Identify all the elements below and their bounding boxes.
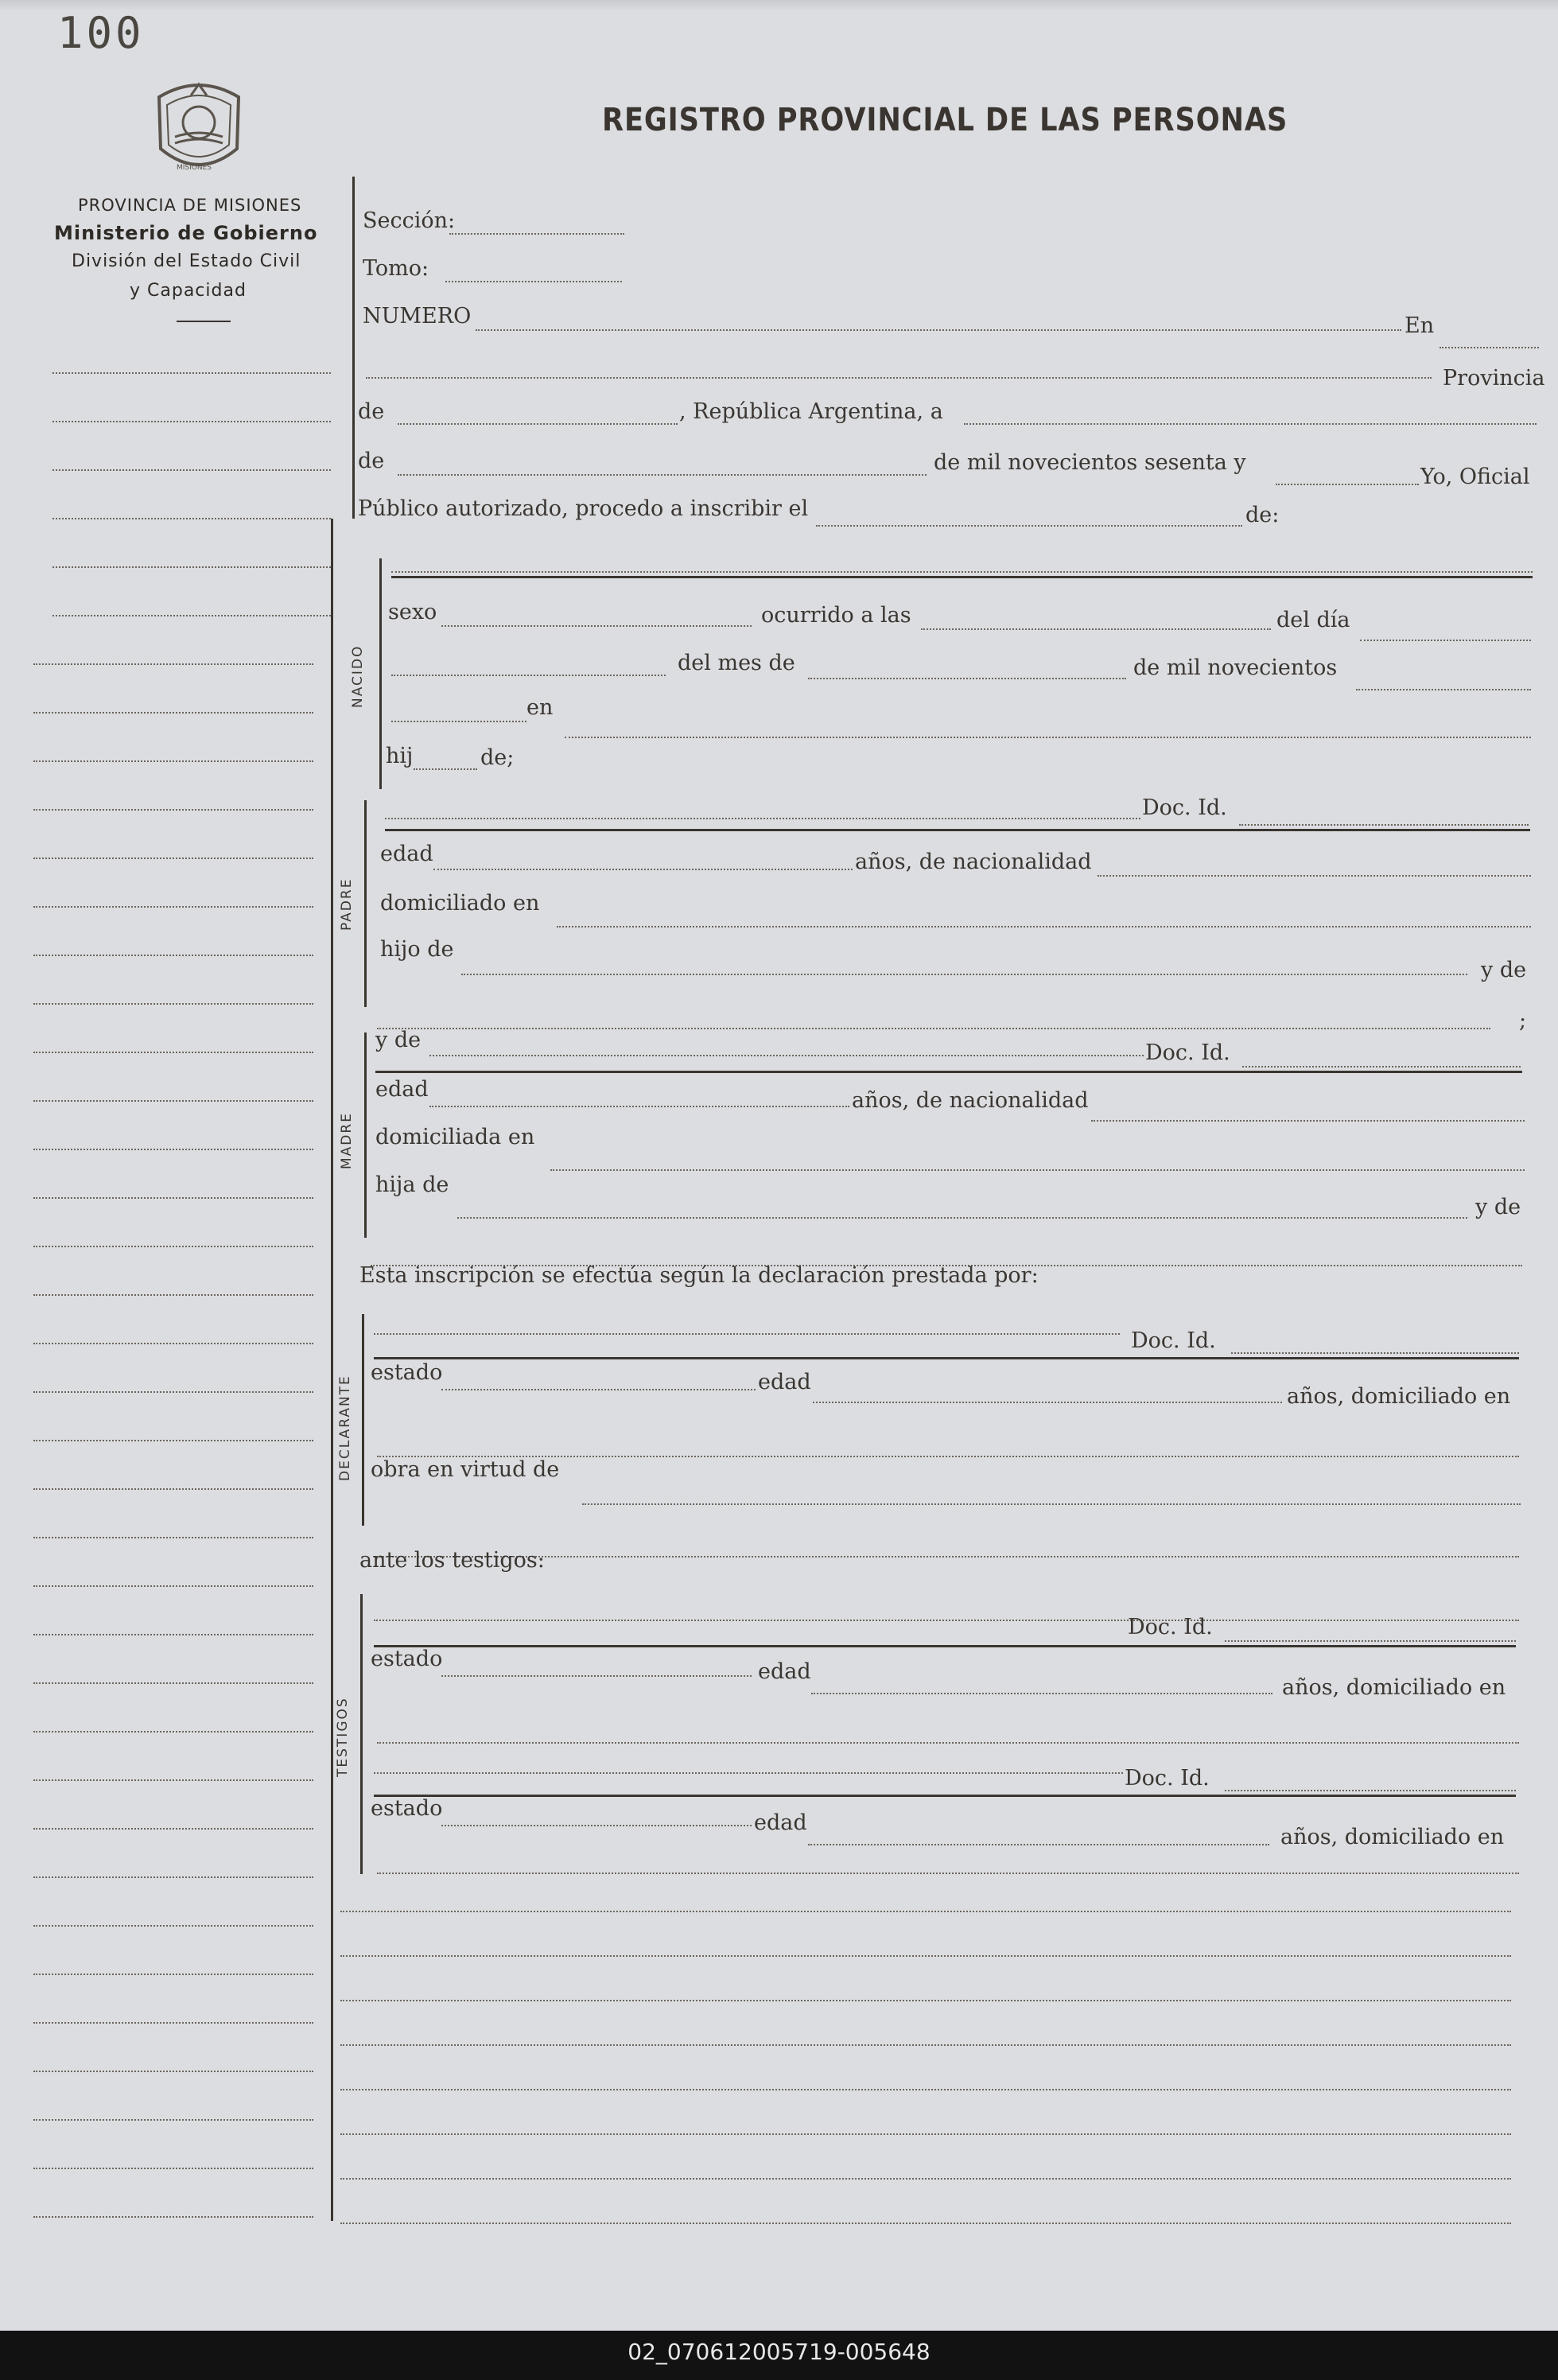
dia-field[interactable] bbox=[1360, 640, 1531, 641]
margin-line[interactable] bbox=[33, 1197, 313, 1199]
margin-line[interactable] bbox=[33, 2216, 313, 2218]
madre-side-label: MADRE bbox=[339, 1112, 355, 1169]
madre-doc-label: Doc. Id. bbox=[1145, 1040, 1230, 1065]
bottom-line[interactable] bbox=[340, 2000, 1511, 2001]
margin-line[interactable] bbox=[33, 809, 313, 811]
bottom-line[interactable] bbox=[340, 2222, 1511, 2224]
margin-line[interactable] bbox=[52, 421, 331, 422]
de-colon-label: de: bbox=[1245, 503, 1280, 527]
margin-line[interactable] bbox=[33, 1925, 313, 1927]
madre-bracket bbox=[364, 1032, 367, 1238]
testigo1-estado-label: estado bbox=[371, 1647, 443, 1671]
year-field[interactable] bbox=[1276, 484, 1419, 485]
declarante-doc-field[interactable] bbox=[1231, 1352, 1519, 1354]
madre-line bbox=[375, 1071, 1522, 1073]
padre-nac-label: años, de nacionalidad bbox=[855, 850, 1092, 874]
margin-line[interactable] bbox=[33, 1974, 313, 1975]
del-dia-label: del día bbox=[1276, 608, 1350, 632]
hij-label: hij bbox=[386, 744, 414, 768]
republica-label: , República Argentina, a bbox=[679, 399, 943, 424]
padre-bracket bbox=[364, 800, 367, 1007]
margin-divider-top bbox=[352, 177, 355, 519]
anio-field[interactable] bbox=[1356, 689, 1531, 690]
margin-line[interactable] bbox=[33, 2071, 313, 2072]
madre-hija-de-label: hija de bbox=[375, 1172, 449, 1197]
en-field[interactable] bbox=[1439, 347, 1539, 348]
margin-line[interactable] bbox=[33, 1731, 313, 1732]
numero-label: NUMERO bbox=[363, 304, 472, 329]
padre-nac-field[interactable] bbox=[1098, 875, 1531, 877]
padre-semicolon: ; bbox=[1519, 1009, 1527, 1033]
margin-line[interactable] bbox=[52, 615, 331, 616]
sexo-label: sexo bbox=[388, 600, 437, 624]
margin-line[interactable] bbox=[52, 518, 331, 519]
margin-line[interactable] bbox=[33, 1052, 313, 1053]
declarante-dom-label: años, domiciliado en bbox=[1287, 1384, 1511, 1409]
declarante-extra-field[interactable] bbox=[374, 1556, 1519, 1558]
hij-field[interactable] bbox=[414, 768, 477, 770]
margin-line[interactable] bbox=[33, 858, 313, 859]
bottom-line[interactable] bbox=[340, 1911, 1511, 1912]
margin-line[interactable] bbox=[33, 1585, 313, 1587]
mil-novecientos-label: de mil novecientos bbox=[1133, 655, 1338, 680]
inscribe-field[interactable] bbox=[816, 525, 1242, 527]
testigo1-edad-field[interactable] bbox=[811, 1693, 1272, 1694]
testigos-bracket bbox=[360, 1594, 363, 1874]
declarante-edad-field[interactable] bbox=[813, 1402, 1282, 1403]
de-label-1: de bbox=[358, 399, 385, 424]
margin-line[interactable] bbox=[52, 469, 331, 471]
nacido-side-label: NACIDO bbox=[350, 644, 366, 708]
testigo1-doc-field[interactable] bbox=[1225, 1640, 1516, 1642]
margin-line[interactable] bbox=[33, 1343, 313, 1344]
declarante-obra-field[interactable] bbox=[582, 1503, 1521, 1505]
dia-text-field[interactable] bbox=[391, 675, 666, 676]
madre-dom-field[interactable] bbox=[550, 1169, 1525, 1171]
madre-dom-label: domiciliada en bbox=[375, 1125, 535, 1149]
margin-line[interactable] bbox=[33, 1100, 313, 1102]
testigos-side-label: TESTIGOS bbox=[335, 1697, 351, 1777]
lugar-field[interactable] bbox=[565, 737, 1531, 738]
seal-text: MISIONES bbox=[177, 164, 212, 172]
declarante-bracket bbox=[362, 1314, 364, 1526]
tomo-label: Tomo: bbox=[363, 256, 429, 281]
sheet-shadow bbox=[0, 0, 1558, 11]
nacido-en-label: en bbox=[526, 695, 554, 720]
scan-footer bbox=[0, 2331, 1558, 2380]
header-underline bbox=[177, 321, 231, 322]
hora-field[interactable] bbox=[921, 628, 1271, 630]
margin-line[interactable] bbox=[33, 1294, 313, 1296]
padre-dom-field[interactable] bbox=[557, 926, 1531, 928]
nac-time-field[interactable] bbox=[391, 721, 526, 722]
margin-line[interactable] bbox=[33, 1246, 313, 1247]
en-label: En bbox=[1405, 313, 1435, 338]
margin-line[interactable] bbox=[33, 2168, 313, 2169]
seccion-label: Sección: bbox=[363, 208, 456, 233]
margin-line[interactable] bbox=[33, 1537, 313, 1538]
declarante-side-label: DECLARANTE bbox=[337, 1375, 353, 1481]
margin-line[interactable] bbox=[33, 1682, 313, 1684]
testigo2-line bbox=[374, 1795, 1516, 1797]
testigo2-dom-label: años, domiciliado en bbox=[1280, 1825, 1505, 1849]
madre-y-de-end-label: y de bbox=[1475, 1195, 1521, 1219]
testigo1-doc-label: Doc. Id. bbox=[1128, 1615, 1213, 1639]
padre-edad-label: edad bbox=[380, 842, 433, 866]
madre-hija-field[interactable] bbox=[457, 1217, 1467, 1219]
madre-doc-field[interactable] bbox=[1242, 1066, 1521, 1068]
capacity-label: y Capacidad bbox=[130, 281, 247, 301]
testigo2-edad-field[interactable] bbox=[808, 1844, 1269, 1845]
margin-line[interactable] bbox=[33, 712, 313, 714]
margin-line[interactable] bbox=[33, 1440, 313, 1441]
madre-nac-field[interactable] bbox=[1091, 1120, 1525, 1122]
declarante-estado-field[interactable] bbox=[441, 1389, 756, 1390]
declarante-estado-label: estado bbox=[371, 1360, 443, 1385]
nacido-name-line bbox=[391, 576, 1533, 578]
padre-line bbox=[385, 829, 1530, 831]
declarante-obra-label: obra en virtud de bbox=[371, 1457, 560, 1482]
padre-name-field[interactable] bbox=[385, 818, 1140, 819]
testigo2-estado-field[interactable] bbox=[441, 1825, 752, 1826]
bottom-line[interactable] bbox=[340, 2178, 1511, 2180]
bottom-line[interactable] bbox=[340, 2044, 1511, 2046]
margin-line[interactable] bbox=[33, 760, 313, 762]
padre-hijo-de-label: hijo de bbox=[380, 937, 454, 962]
bottom-line[interactable] bbox=[340, 2133, 1511, 2135]
margin-line[interactable] bbox=[52, 372, 331, 374]
madre-edad-field[interactable] bbox=[429, 1106, 849, 1107]
division-label: División del Estado Civil bbox=[72, 251, 301, 271]
testigo2-estado-label: estado bbox=[371, 1796, 443, 1821]
del-mes-label: del mes de bbox=[678, 651, 795, 675]
province-field[interactable] bbox=[398, 423, 678, 425]
margin-line[interactable] bbox=[33, 1779, 313, 1781]
bottom-line[interactable] bbox=[340, 1955, 1511, 1957]
nacido-bracket bbox=[379, 558, 382, 789]
seccion-field[interactable] bbox=[449, 233, 624, 235]
madre-edad-label: edad bbox=[375, 1077, 429, 1102]
page-number: 100 bbox=[57, 8, 145, 58]
ministry-label: Ministerio de Gobierno bbox=[54, 222, 318, 244]
testigo1-estado-field[interactable] bbox=[441, 1675, 752, 1677]
place-field[interactable] bbox=[366, 377, 1432, 379]
tomo-field[interactable] bbox=[445, 281, 622, 282]
declarante-edad-label: edad bbox=[758, 1370, 811, 1394]
testigo1-line bbox=[374, 1645, 1516, 1647]
margin-line[interactable] bbox=[33, 1828, 313, 1830]
ante-testigos-label: ante los testigos: bbox=[359, 1548, 545, 1573]
margin-line[interactable] bbox=[33, 2022, 313, 2024]
hij-de-label: de; bbox=[480, 745, 515, 770]
declarante-name-field[interactable] bbox=[374, 1333, 1120, 1335]
margin-line[interactable] bbox=[33, 906, 313, 908]
margin-line[interactable] bbox=[33, 1391, 313, 1393]
de-label-2: de bbox=[358, 449, 385, 473]
date-day-field[interactable] bbox=[964, 423, 1537, 425]
margin-line[interactable] bbox=[33, 955, 313, 956]
testigo2-doc-field[interactable] bbox=[1225, 1790, 1516, 1791]
padre-doc-label: Doc. Id. bbox=[1142, 795, 1227, 820]
testigo2-dom-field[interactable] bbox=[377, 1872, 1519, 1874]
declarante-line bbox=[374, 1357, 1519, 1359]
mes-field[interactable] bbox=[808, 678, 1126, 679]
numero-field[interactable] bbox=[476, 329, 1401, 331]
margin-line[interactable] bbox=[33, 1488, 313, 1490]
province-label: PROVINCIA DE MISIONES bbox=[78, 196, 302, 215]
testigo2-doc-label: Doc. Id. bbox=[1125, 1766, 1210, 1791]
testigo2-edad-label: edad bbox=[754, 1810, 807, 1835]
margin-line[interactable] bbox=[33, 1876, 313, 1878]
margin-line[interactable] bbox=[52, 566, 331, 568]
sexo-field[interactable] bbox=[441, 625, 752, 627]
margin-line[interactable] bbox=[33, 2119, 313, 2121]
ocurrido-label: ocurrido a las bbox=[761, 603, 911, 628]
declarante-doc-label: Doc. Id. bbox=[1131, 1328, 1216, 1353]
testigo1-name-dots[interactable] bbox=[374, 1620, 1519, 1621]
padre-doc-field[interactable] bbox=[1239, 824, 1529, 826]
testigo1-dom-label: años, domiciliado en bbox=[1282, 1675, 1506, 1700]
padre-y-de-label: y de bbox=[1481, 958, 1527, 982]
testigo2-name-dots[interactable] bbox=[374, 1772, 1123, 1774]
padre-edad-field[interactable] bbox=[433, 869, 853, 870]
padre-y-de-field[interactable] bbox=[377, 1028, 1490, 1029]
margin-divider bbox=[331, 519, 333, 2221]
madre-y-de-label: y de bbox=[375, 1028, 422, 1052]
provincia-label: Provincia bbox=[1443, 366, 1545, 391]
padre-side-label: PADRE bbox=[339, 877, 355, 931]
yo-oficial-label: Yo, Oficial bbox=[1420, 465, 1530, 489]
inscripcion-label: Esta inscripción se efectúa según la declaración prestada por: bbox=[359, 1263, 1039, 1288]
month-field[interactable] bbox=[398, 474, 927, 476]
madre-name-field[interactable] bbox=[429, 1055, 1144, 1056]
madre-nac-label: años, de nacionalidad bbox=[852, 1088, 1089, 1113]
mil-sesenta-label: de mil novecientos sesenta y bbox=[934, 450, 1246, 475]
margin-line[interactable] bbox=[33, 1634, 313, 1635]
page-title: REGISTRO PROVINCIAL DE LAS PERSONAS bbox=[602, 102, 1288, 138]
padre-dom-label: domiciliado en bbox=[380, 891, 540, 916]
bottom-line[interactable] bbox=[340, 2089, 1511, 2090]
testigo1-edad-label: edad bbox=[758, 1659, 811, 1684]
padre-hijo-field[interactable] bbox=[461, 974, 1467, 975]
margin-line[interactable] bbox=[33, 1003, 313, 1005]
nacido-name-field-dots[interactable] bbox=[391, 571, 1533, 573]
publico-label: Público autorizado, procedo a inscribir el bbox=[358, 496, 809, 521]
testigo1-dom-field[interactable] bbox=[377, 1742, 1519, 1744]
margin-line[interactable] bbox=[33, 1149, 313, 1150]
margin-line[interactable] bbox=[33, 663, 313, 665]
scan-id: 02_070612005719-005648 bbox=[627, 2339, 931, 2365]
